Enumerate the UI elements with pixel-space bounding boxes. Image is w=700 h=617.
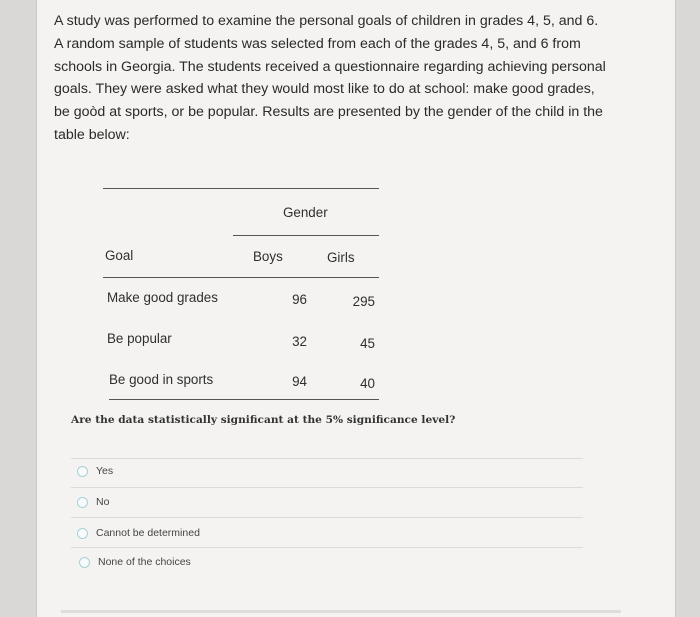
table-bottom-rule — [109, 399, 379, 400]
option-cannot-be-determined[interactable] — [77, 520, 200, 546]
question-line: A random sample of students was selected from each of the grades 4, 5, and 6 from — [54, 35, 581, 52]
header-rule — [103, 277, 379, 278]
option-label: Cannot be determined — [96, 527, 200, 539]
radio-button-icon[interactable] — [77, 466, 88, 477]
option-label: None of the choices — [98, 556, 191, 568]
question-line: schools in Georgia. The students received a questionnaire regarding achieving personal — [54, 58, 606, 75]
question-line: A study was performed to examine the personal goals of children in grades 4, 5, and 6. — [54, 13, 599, 29]
goal-header: Goal — [105, 248, 134, 263]
option-yes[interactable] — [77, 458, 113, 484]
row-goal: Be good in sports — [109, 372, 214, 387]
next-section-edge — [61, 610, 621, 613]
table-top-rule — [103, 188, 379, 189]
option-no[interactable] — [77, 489, 109, 515]
row-girls-value: 295 — [352, 294, 375, 309]
question-text — [54, 10, 634, 147]
question-line: table below: — [54, 126, 130, 143]
significance-question: Are the data statistically significant at the 5% significance level? — [71, 414, 456, 426]
radio-button-icon[interactable] — [79, 557, 90, 568]
option-divider — [71, 547, 583, 548]
row-goal: Make good grades — [107, 290, 218, 305]
option-none-of-the-choices[interactable] — [79, 549, 191, 575]
radio-button-icon[interactable] — [77, 528, 88, 539]
option-label: No — [96, 496, 110, 508]
gender-rule — [233, 235, 379, 236]
boys-header: Boys — [253, 249, 283, 264]
option-divider — [71, 487, 583, 488]
row-boys-value: 94 — [292, 374, 307, 389]
row-boys-value: 96 — [292, 292, 307, 307]
gender-header: Gender — [283, 205, 328, 220]
radio-button-icon[interactable] — [77, 497, 88, 508]
option-divider — [71, 458, 583, 459]
row-girls-value: 45 — [360, 336, 375, 351]
row-goal: Be popular — [107, 331, 172, 346]
option-divider — [71, 517, 583, 518]
question-card — [36, 0, 676, 617]
girls-header: Girls — [327, 250, 355, 265]
question-line: be goòd at sports, or be popular. Results are presented by the gender of the child in the — [54, 104, 603, 121]
option-label: Yes — [96, 465, 114, 477]
row-girls-value: 40 — [360, 376, 375, 391]
row-boys-value: 32 — [292, 334, 307, 349]
question-line: goals. They were asked what they would most like to do at school: make good grades, — [54, 81, 595, 98]
